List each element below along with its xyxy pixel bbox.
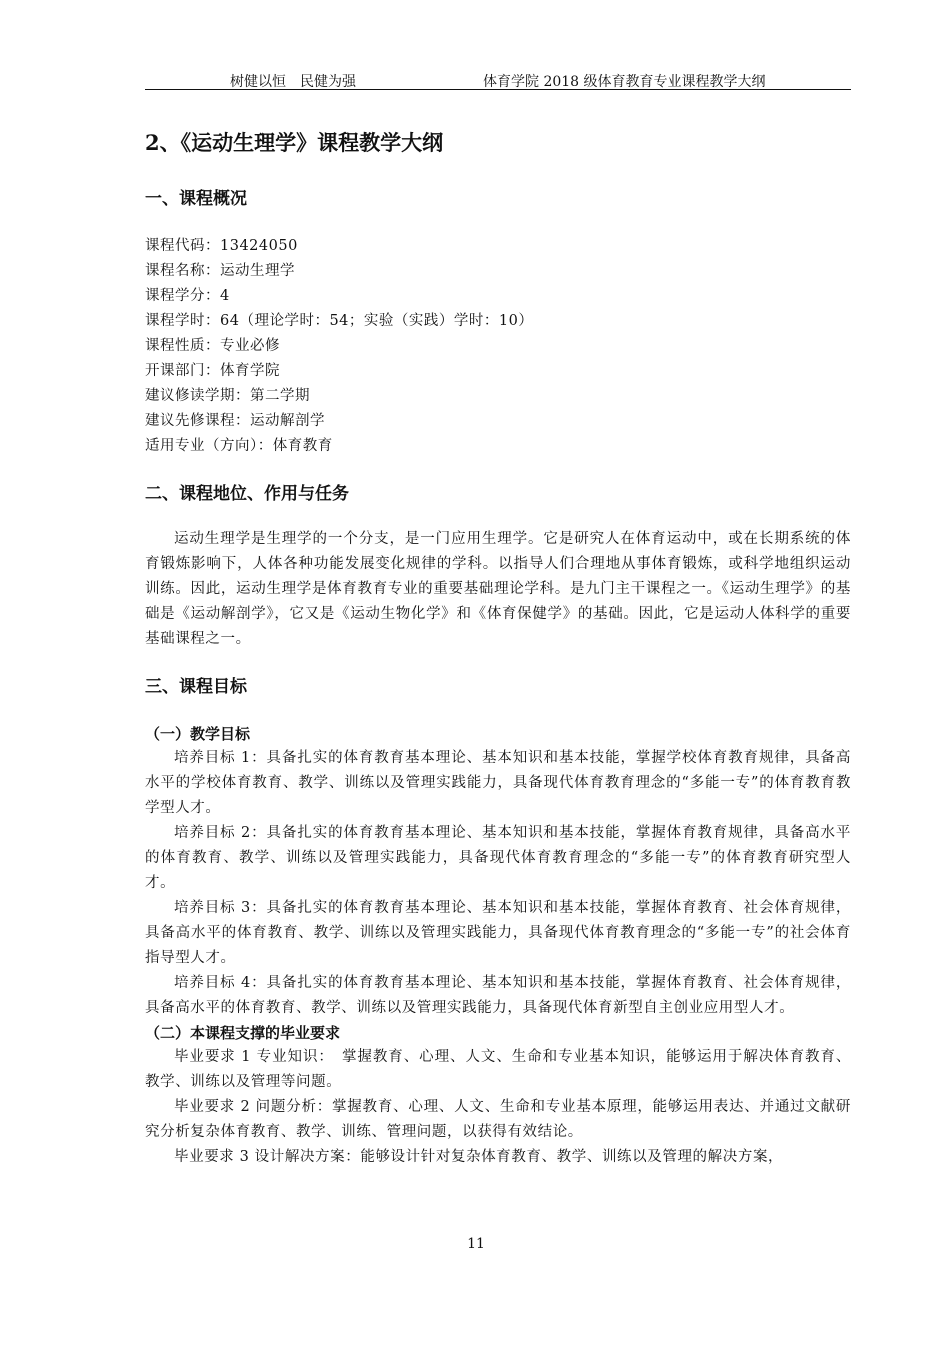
course-info-item: 课程学分：4 — [145, 288, 230, 304]
section-heading-position: 二、课程地位、作用与任务 — [145, 484, 349, 504]
course-info-item: 课程名称：运动生理学 — [145, 263, 295, 279]
page-number: 11 — [467, 1236, 485, 1252]
course-info-item: 建议修读学期：第二学期 — [145, 388, 310, 404]
graduation-requirement-paragraph: 毕业要求 3 设计解决方案：能够设计针对复杂体育教育、教学、训练以及管理的解决方案， — [174, 1149, 784, 1165]
teaching-goal-paragraph: 培养目标 1：具备扎实的体育教育基本理论、基本知识和基本技能，掌握学校体育教育规律，具备高水平的学校体育教育、教学、训练以及管理实践能力，具备现代体育教育理念的“多能一专”的体育教育教学型人才。 — [145, 750, 851, 816]
section-heading-objectives: 三、课程目标 — [145, 677, 247, 697]
teaching-goal-paragraph: 培养目标 4：具备扎实的体育教育基本理论、基本知识和基本技能，掌握体育教育、社会体育规律，具备高水平的体育教育、教学、训练以及管理实践能力，具备现代体育新型自主创业应用型人才。 — [145, 975, 851, 1016]
course-info-item: 课程学时：64（理论学时：54；实验（实践）学时：10） — [145, 313, 534, 329]
graduation-requirement-paragraph: 毕业要求 2 问题分析：掌握教育、心理、人文、生命和专业基本原理，能够运用表达、并通过文献研究分析复杂体育教育、教学、训练、管理问题，以获得有效结论。 — [145, 1099, 851, 1140]
page-content — [145, 118, 851, 1170]
subsection-heading-graduation-requirements: （二）本课程支撑的毕业要求 — [145, 1024, 341, 1042]
course-info-item: 课程代码：13424050 — [145, 238, 298, 254]
document-title: 2、《运动生理学》课程教学大纲 — [145, 130, 444, 155]
header-motto: 树健以恒 民健为强 — [230, 74, 356, 90]
teaching-goal-paragraph: 培养目标 2：具备扎实的体育教育基本理论、基本知识和基本技能，掌握体育教育规律，具备高水平的体育教育、教学、训练以及管理实践能力，具备现代体育教育理念的“多能一专”的体育教育研究型人才。 — [145, 825, 851, 891]
subsection-heading-teaching-goals: （一）教学目标 — [145, 725, 251, 743]
course-info-list — [145, 234, 851, 459]
course-info-item: 适用专业（方向）：体育教育 — [145, 438, 333, 454]
position-paragraph: 运动生理学是生理学的一个分支，是一门应用生理学。它是研究人在体育运动中，或在长期系统的体育锻炼影响下，人体各种功能发展变化规律的学科。以指导人们合理地从事体育锻炼，或科学地组织运动训练。因此，运动生理学是体育教育专业的重要基础理论学科。是九门主干课程之一。《运动生理学》的基础是《运动解剖学》，它又是《运动生物化学》和《体育保健学》的基础。因此，它是运动人体科学的重要基础课程之一。 — [145, 531, 851, 647]
course-info-item: 课程性质：专业必修 — [145, 338, 280, 354]
course-info-item: 建议先修课程：运动解剖学 — [145, 413, 325, 429]
header-document-title: 体育学院 2018 级体育教育专业课程教学大纲 — [483, 74, 766, 90]
page-header — [0, 0, 952, 92]
course-info-item: 开课部门：体育学院 — [145, 363, 280, 379]
section-heading-overview: 一、课程概况 — [145, 189, 247, 209]
teaching-goal-paragraph: 培养目标 3：具备扎实的体育教育基本理论、基本知识和基本技能，掌握体育教育、社会体育规律，具备高水平的体育教育、教学、训练以及管理实践能力，具备现代体育教育理念的“多能一专”的社会体育指导型人才。 — [145, 900, 851, 966]
header-rule — [145, 89, 851, 90]
graduation-requirement-paragraph: 毕业要求 1 专业知识： 掌握教育、心理、人文、生命和专业基本知识，能够运用于解决体育教育、教学、训练以及管理等问题。 — [145, 1049, 851, 1090]
